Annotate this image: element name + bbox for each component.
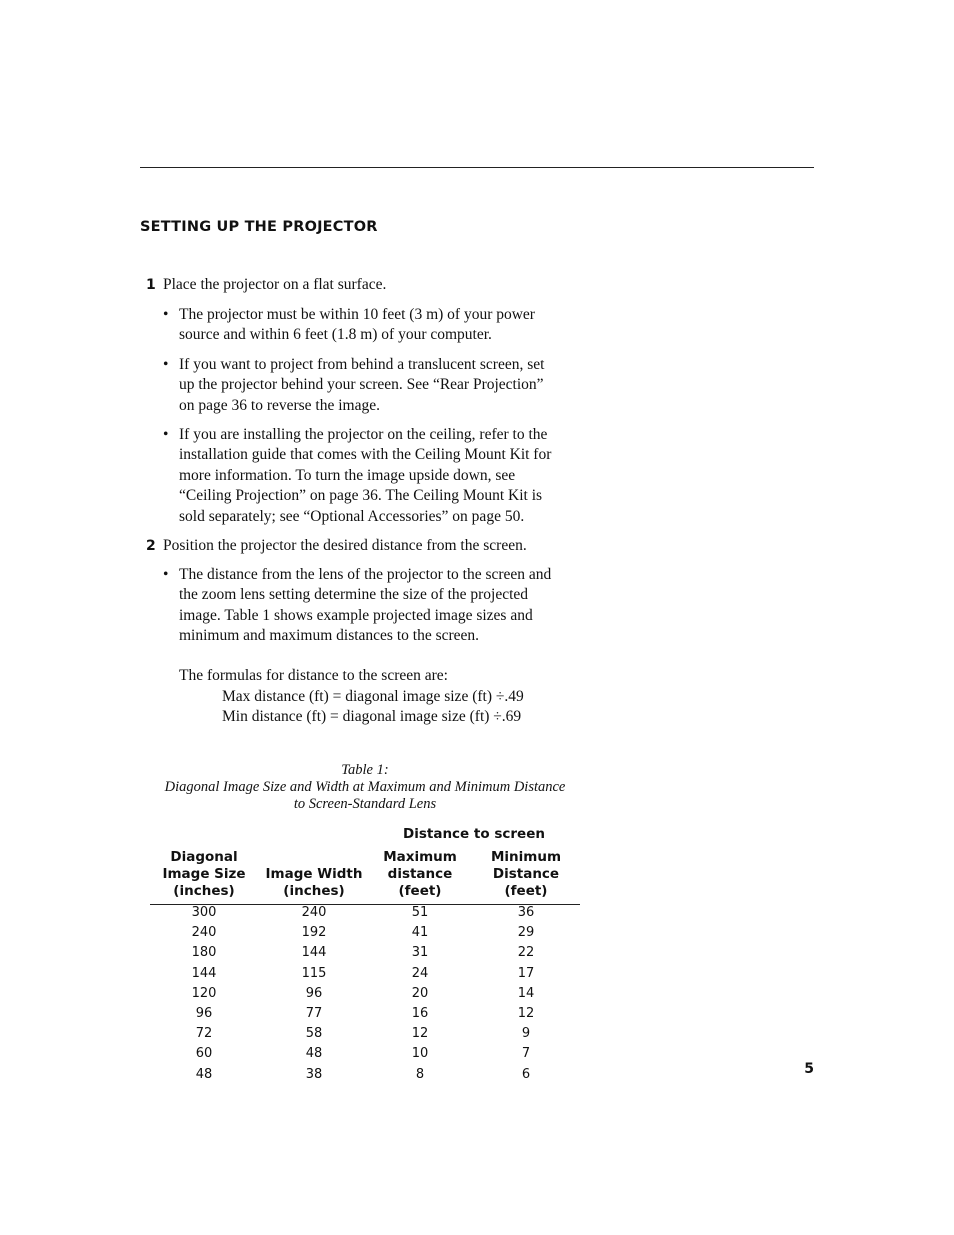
table-cell: 144 (191, 965, 217, 981)
table-cell: 29 (517, 925, 535, 941)
group-header: Distance to screen (403, 826, 545, 842)
table-cell: 144 (301, 945, 327, 961)
table-caption (140, 762, 590, 813)
column-header: Minimum Distance (feet) (490, 849, 562, 899)
table-cell: 12 (517, 1006, 535, 1021)
table-cell: 14 (517, 985, 535, 1001)
table-cell: 36 (517, 905, 535, 920)
table-cell: 9 (521, 1026, 531, 1042)
table-cell: 31 (411, 945, 429, 961)
formula-max: Max distance (ft) = diagonal image size (ft) ÷.49 (222, 688, 524, 705)
bullet-line: If you are installing the projector on the ceiling, refer to the (179, 426, 548, 443)
table-cell: 16 (411, 1006, 429, 1021)
section-title: SETTING UP THE PROJECTOR (140, 219, 378, 235)
table-cell: 115 (301, 965, 327, 981)
column-header: Image Width (inches) (265, 866, 363, 899)
bullet-line: minimum and maximum distances to the screen. (179, 627, 480, 645)
table-cell: 8 (415, 1066, 425, 1082)
table-cell: 48 (305, 1046, 323, 1062)
table-cell: 20 (411, 985, 429, 1001)
table-cell: 12 (411, 1026, 429, 1042)
table-cell: 7 (521, 1046, 531, 1062)
table-cell: 240 (191, 925, 217, 941)
bullet-icon: • (163, 566, 169, 583)
caption-line: to Screen-Standard Lens (293, 796, 437, 812)
step-text: Place the projector on a flat surface. (163, 276, 387, 293)
bullet-line: on page 36 to reverse the image. (179, 396, 380, 414)
table-cell: 38 (305, 1066, 323, 1082)
table-cell: 6 (521, 1066, 531, 1082)
table-cell: 51 (411, 905, 429, 920)
header-rule (140, 167, 814, 168)
bullet-line: If you want to project from behind a translucent screen, set (179, 356, 545, 373)
table-cell: 41 (411, 925, 429, 941)
formula-min: Min distance (ft) = diagonal image size (ft) ÷.69 (222, 708, 522, 725)
bullet-icon: • (163, 426, 169, 443)
bullet-line: installation guide that comes with the Ceiling Mount Kit for (179, 446, 552, 464)
formula-intro: The formulas for distance to the screen are: (179, 667, 448, 684)
step-2 (146, 536, 596, 556)
table-cell: 10 (411, 1046, 429, 1062)
bullet-line: more information. To turn the image upside down, see (179, 466, 516, 484)
table-cell: 48 (195, 1066, 213, 1082)
table-cell: 96 (195, 1006, 213, 1021)
bullet-icon: • (163, 356, 169, 373)
caption-line: Table 1: (341, 762, 389, 778)
table-cell: 22 (517, 945, 535, 961)
table-cell: 120 (191, 985, 217, 1001)
column-header: Maximum distance (feet) (383, 849, 457, 899)
bullet-line: the zoom lens setting determine the size of the projected (179, 586, 529, 604)
table-cell: 60 (195, 1046, 213, 1062)
page-number: 5 (804, 1061, 814, 1077)
bullet-line: up the projector behind your screen. See “Rear Projection” (179, 376, 544, 394)
table-cell: 77 (305, 1006, 323, 1021)
caption-line: Diagonal Image Size and Width at Maximum and Minimum Distance (164, 779, 566, 795)
table-cell: 240 (301, 905, 327, 920)
bullet-line: “Ceiling Projection” on page 36. The Ceiling Mount Kit is (179, 487, 543, 505)
table-cell: 96 (305, 985, 323, 1001)
table-cell: 24 (411, 965, 429, 981)
bullet-line: sold separately; see “Optional Accessories” on page 50. (179, 507, 525, 525)
table-cell: 58 (305, 1026, 323, 1042)
column-header: Diagonal Image Size (inches) (162, 849, 246, 899)
step-1 (146, 275, 596, 295)
bullet-line: The projector must be within 10 feet (3 m) of your power (179, 306, 535, 323)
table-cell: 17 (517, 965, 535, 981)
step-number: 1 (146, 277, 156, 293)
bullet-icon: • (163, 306, 169, 323)
bullet-line: source and within 6 feet (1.8 m) of your computer. (179, 326, 492, 344)
step-number: 2 (146, 538, 156, 554)
table-cell: 180 (191, 945, 217, 961)
table-cell: 72 (195, 1026, 213, 1042)
bullet-line: The distance from the lens of the projector to the screen and (179, 566, 552, 583)
step-text: Position the projector the desired distance from the screen. (163, 537, 527, 554)
table-cell: 192 (301, 925, 327, 941)
table-cell: 300 (191, 905, 217, 920)
bullet-line: image. Table 1 shows example projected image sizes and (179, 606, 533, 624)
